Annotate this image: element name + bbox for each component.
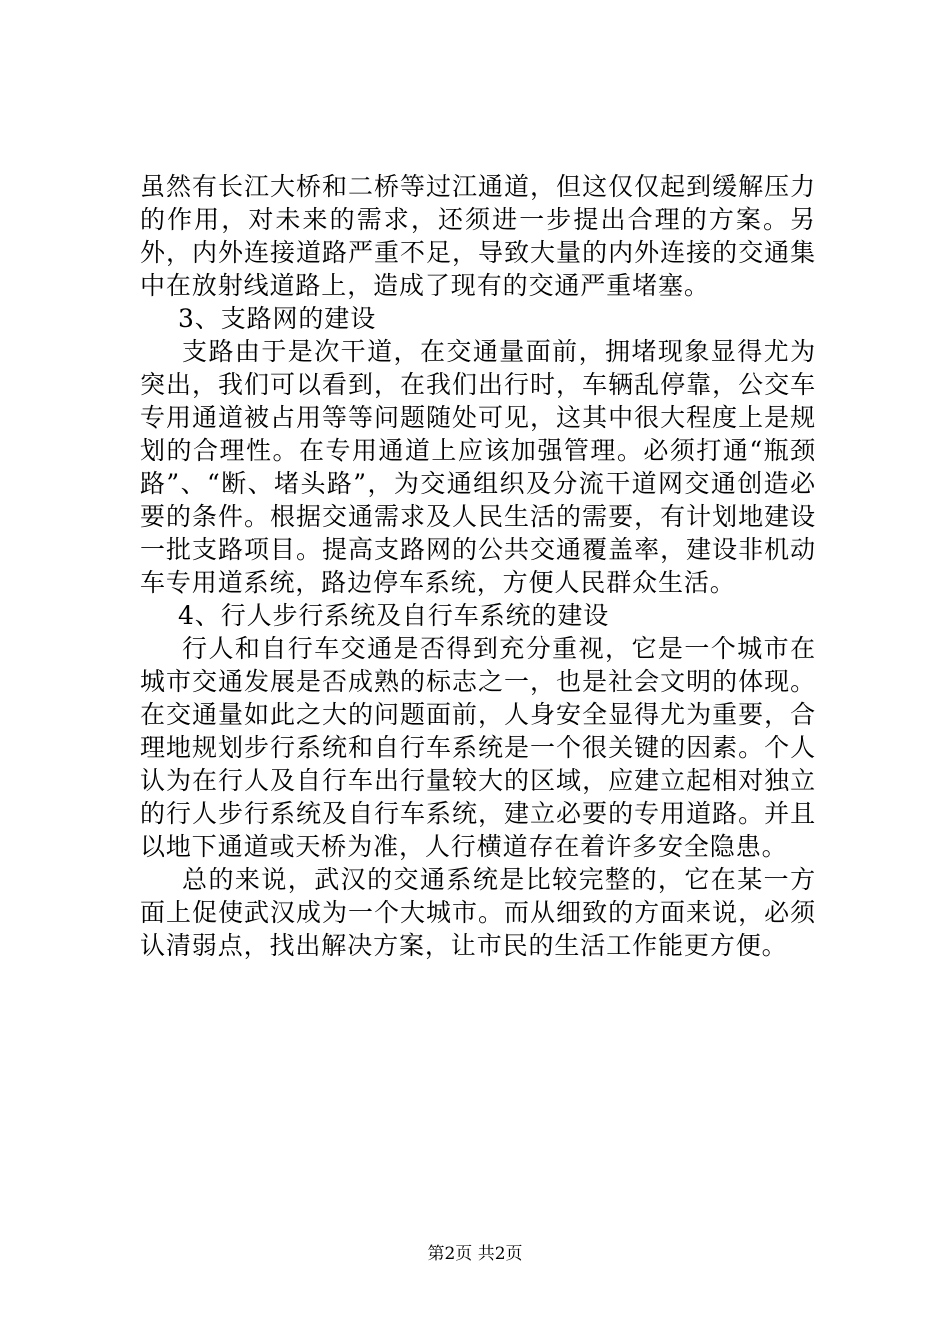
section-heading-3: 3、支路网的建设 (178, 304, 377, 333)
section-heading-4: 4、行人步行系统及自行车系统的建设 (178, 601, 610, 630)
paragraph-branch-road-network: 支路由于是次干道，在交通量面前，拥堵现象显得尤为突出，我们可以看到，在我们出行时，车辆乱停靠，公交车专用通道被占用等等问题随处可见，这其中很大程度上是规划的合理性。在专用通道上应该加强管理。必须打通“瓶颈路”、“断、堵头路”，为交通组织及分流干道网交通创造必要的条件。根据交通需求及人民生活的需要，有计划地建设一批支路项目。提高支路网的公共交通覆盖率，建设非机动车专用道系统，路边停车系统，方便人民群众生活。 (140, 337, 816, 597)
document-body (140, 170, 816, 962)
page-number-footer: 第2页 共2页 (427, 1244, 523, 1264)
paragraph-pedestrian-bicycle: 行人和自行车交通是否得到充分重视，它是一个城市在城市交通发展是否成熟的标志之一，也是社会文明的体现。在交通量如此之大的问题面前，人身安全显得尤为重要，合理地规划步行系统和自行车系统是一个很关键的因素。个人认为在行人及自行车出行量较大的区域，应建立起相对独立的行人步行系统及自行车系统，建立必要的专用道路。并且以地下通道或天桥为准，人行横道存在着许多安全隐患。 (140, 634, 816, 861)
paragraph-continuation: 虽然有长江大桥和二桥等过江通道，但这仅仅起到缓解压力的作用，对未来的需求，还须进一步提出合理的方案。另外，内外连接道路严重不足，导致大量的内外连接的交通集中在放射线道路上，造成了现有的交通严重堵塞。 (140, 172, 816, 300)
paragraph-conclusion: 总的来说，武汉的交通系统是比较完整的，它在某一方面上促使武汉成为一个大城市。而从细致的方面来说，必须认清弱点，找出解决方案，让市民的生活工作能更方便。 (140, 865, 816, 960)
